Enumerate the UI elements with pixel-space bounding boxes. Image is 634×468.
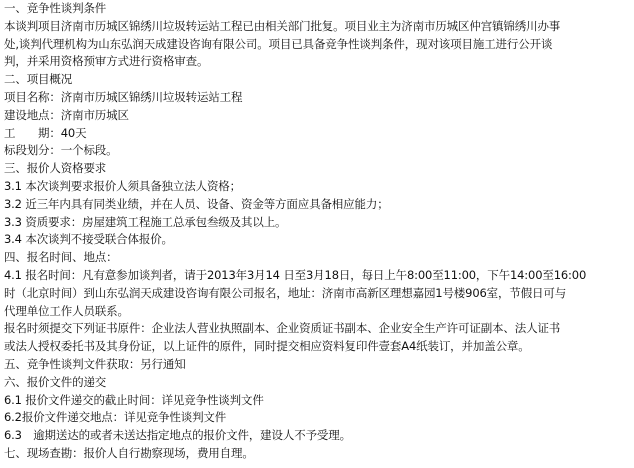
section-heading-4: 四、报名时间、地点： (4, 250, 118, 265)
section-heading-5: 五、竞争性谈判文件获取：另行通知 (4, 356, 186, 371)
document-body (4, 0, 630, 463)
section-heading-1: 一、竞争性谈判条件 (4, 1, 107, 15)
submission-item: 6.3 逾期送达的或者未送达指定地点的报价文件，建设人不予受理。 (4, 428, 351, 443)
construction-location: 建设地点：济南市历城区 (4, 107, 129, 122)
project-name: 项目名称：济南市历城区锦绣川垃圾转运站工程 (4, 89, 243, 104)
paragraph-line: 本谈判项目济南市历城区锦绣川垃圾转运站工程已由相关部门批复。项目业主为济南市历城区仲宫镇锦绣川办事 (4, 18, 561, 33)
paragraph-line: 处,谈判代理机构为山东弘润天成建设咨询有限公司。项目已具备竞争性谈判条件，现对该项目施工进行公开谈 (4, 36, 553, 51)
submission-item: 6.2报价文件递交地点：详见竞争性谈判文件 (4, 410, 227, 425)
registration-docs-line: 或法人授权委托书及其身份证，以上证件的原件，同时提交相应资料复印件壹套A4纸装订，并加盖公章。 (4, 339, 530, 354)
section-heading-2: 二、项目概况 (4, 72, 73, 87)
construction-period: 工 期：40天 (4, 125, 87, 140)
registration-time-line: 代理单位工作人员联系。 (4, 303, 129, 318)
registration-time-line: 时（北京时间）到山东弘润天成建设咨询有限公司报名，地址：济南市高新区理想嘉园1号楼906室，节假日可与 (4, 285, 567, 300)
paragraph-line: 判，并采用资格预审方式进行资格审查。 (4, 54, 209, 69)
requirement-item: 3.1 本次谈判要求报价人须具备独立法人资格； (4, 178, 241, 193)
requirement-item: 3.3 资质要求：房屋建筑工程施工总承包叁级及其以上。 (4, 214, 287, 229)
section-heading-3: 三、报价人资格要求 (4, 161, 107, 176)
requirement-item: 3.2 近三年内具有同类业绩，并在人员、设备、资金等方面应具备相应能力； (4, 196, 389, 211)
registration-docs-line: 报名时须提交下列证书原件：企业法人营业执照副本、企业资质证书副本、企业安全生产许可证副本、法人证书 (4, 321, 561, 336)
lot-division: 标段划分：一个标段。 (4, 143, 118, 158)
requirement-item: 3.4 本次谈判不接受联合体报价。 (4, 232, 173, 247)
section-heading-7: 七、现场查勘：报价人自行勘察现场，费用自理。 (4, 445, 254, 460)
registration-time-line: 4.1 报名时间：凡有意参加谈判者，请于2013年3月14 日至3月18日，每日上午8:00至11:00，下午14:00至16:00 (4, 267, 587, 282)
section-heading-6: 六、报价文件的递交 (4, 374, 107, 389)
submission-item: 6.1 报价文件递交的截止时间：详见竞争性谈判文件 (4, 392, 264, 407)
